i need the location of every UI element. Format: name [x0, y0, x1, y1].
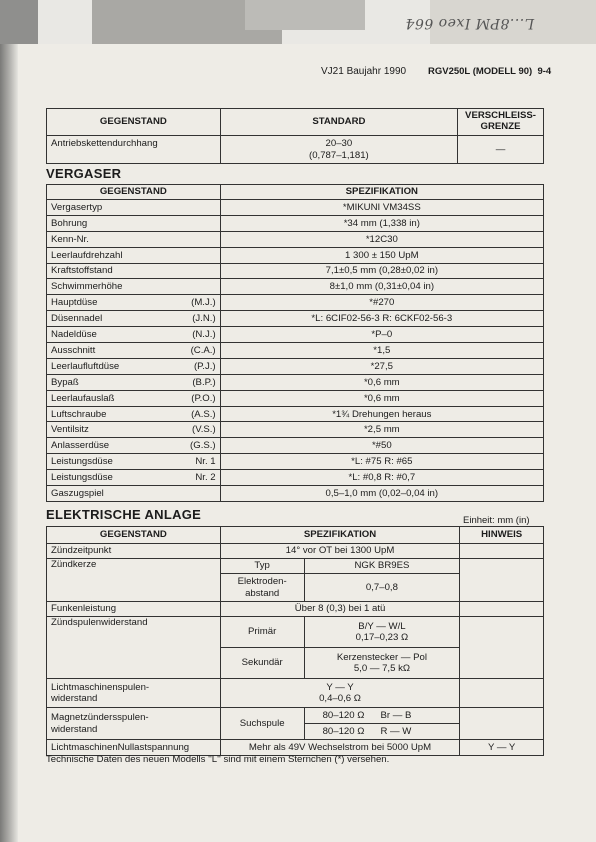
- page-header: [428, 66, 551, 77]
- table-row: [47, 390, 544, 406]
- row-spec: *34 mm (1,338 in): [220, 215, 543, 231]
- table-row: [47, 544, 544, 559]
- row-spec: *0,6 mm: [220, 374, 543, 390]
- table-row: [47, 358, 544, 374]
- row-item: Gaszugspiel: [47, 486, 221, 502]
- row-item: Luftschraube (A.S.): [47, 406, 221, 422]
- page-number: 9-4: [537, 66, 552, 77]
- table-row: [47, 311, 544, 327]
- model-year-note: VJ21 Baujahr 1990: [321, 66, 407, 77]
- row-item: Antriebskettendurchhang: [47, 136, 221, 164]
- row-spec: Mehr als 49V Wechselstrom bei 5000 UpM: [220, 740, 460, 756]
- section-title-vergaser: VERGASER: [46, 166, 122, 181]
- row-sublabel: Elektroden- abstand: [220, 574, 304, 602]
- row-abbreviation: (A.S.): [191, 408, 216, 420]
- table-row: [47, 559, 544, 574]
- row-spec: Y — Y 0,4–0,6 Ω: [220, 679, 460, 708]
- row-item: Leerlaufauslaß (P.O.): [47, 390, 221, 406]
- row-spec: Kerzenstecker — Pol 5,0 — 7,5 kΩ: [304, 648, 460, 679]
- row-item: Kraftstoffstand: [47, 263, 221, 279]
- row-spec: 8±1,0 mm (0,31±0,04 in): [220, 279, 543, 295]
- row-abbreviation: (B.P.): [192, 376, 216, 388]
- row-spec: *1,5: [220, 343, 543, 359]
- row-sublabel: Typ: [220, 559, 304, 574]
- table-row: [47, 602, 544, 617]
- row-item: Kenn-Nr.: [47, 231, 221, 247]
- table-row: [47, 136, 544, 164]
- row-spec: Über 8 (0,3) bei 1 atü: [220, 602, 460, 617]
- row-spec: 1 300 ± 150 UpM: [220, 247, 543, 263]
- row-note: [460, 617, 544, 679]
- row-spec: *MIKUNI VM34SS: [220, 200, 543, 216]
- row-sublabel: Sekundär: [220, 648, 304, 679]
- row-item: Ausschnitt (C.A.): [47, 343, 221, 359]
- row-sublabel: Suchspule: [220, 708, 304, 740]
- row-item: Nadeldüse (N.J.): [47, 327, 221, 343]
- section-title-elektrik: ELEKTRISCHE ANLAGE: [46, 507, 202, 522]
- binding-shadow: [0, 44, 18, 842]
- row-note: [460, 679, 544, 708]
- row-item: Leerlaufdrehzahl: [47, 247, 221, 263]
- table-row: [47, 617, 544, 648]
- row-abbreviation: (P.J.): [193, 360, 216, 372]
- row-spec: 80–120 Ω Br — B: [304, 708, 460, 724]
- row-item: Hauptdüse (M.J.): [47, 295, 221, 311]
- row-item: Leistungsdüse Nr. 2: [47, 470, 221, 486]
- row-item: Ventilsitz (V.S.): [47, 422, 221, 438]
- row-abbreviation: (N.J.): [192, 329, 216, 341]
- table-row: [47, 454, 544, 470]
- row-spec: *L: 6CIF02-56-3 R: 6CKF02-56-3: [220, 311, 543, 327]
- table-row: [47, 327, 544, 343]
- row-spec: *2,5 mm: [220, 422, 543, 438]
- row-item: Leerlaufluftdüse (P.J.): [47, 358, 221, 374]
- row-abbreviation: (J.N.): [192, 313, 216, 325]
- row-item: Zündzeitpunkt: [47, 544, 221, 559]
- col-header-spec: SPEZIFIKATION: [220, 185, 543, 200]
- table-row: [47, 470, 544, 486]
- row-item: Magnetzündersspulen- widerstand: [47, 708, 221, 740]
- row-spec: 0,7–0,8: [304, 574, 460, 602]
- handwritten-note: L...8PM Ixeo 664: [405, 15, 535, 31]
- row-spec: 7,1±0,5 mm (0,28±0,02 in): [220, 263, 543, 279]
- row-spec: *#270: [220, 295, 543, 311]
- row-abbreviation: (P.O.): [191, 392, 216, 404]
- col-header-limit: VERSCHLEISS-GRENZE: [458, 109, 544, 136]
- drive-chain-table: [46, 108, 544, 164]
- row-abbreviation: (C.A.): [190, 344, 216, 356]
- row-spec: *L: #75 R: #65: [220, 454, 543, 470]
- col-header-item: GEGENSTAND: [47, 109, 221, 136]
- table-row: [47, 679, 544, 708]
- row-note: [460, 544, 544, 559]
- unit-note: Einheit: mm (in): [463, 515, 530, 526]
- row-item: Leistungsdüse Nr. 1: [47, 454, 221, 470]
- table-row: [47, 708, 544, 724]
- table-row: [47, 247, 544, 263]
- row-spec: 14° vor OT bei 1300 UpM: [220, 544, 460, 559]
- table-row: [47, 422, 544, 438]
- row-spec: *#50: [220, 438, 543, 454]
- footnote: Technische Daten des neuen Modells ''L'' sind mit einem Sternchen (*) versehen.: [46, 754, 390, 765]
- table-row: [47, 231, 544, 247]
- row-spec: *1¾ Drehungen heraus: [220, 406, 543, 422]
- scan-shadow-2: [245, 0, 365, 30]
- row-spec: 0,5–1,0 mm (0,02–0,04 in): [220, 486, 543, 502]
- scan-dark-corner: [0, 0, 38, 44]
- row-item: Bypaß (B.P.): [47, 374, 221, 390]
- table-row: [47, 406, 544, 422]
- row-item: Schwimmerhöhe: [47, 279, 221, 295]
- row-spec: B/Y — W/L 0,17–0,23 Ω: [304, 617, 460, 648]
- table-row: [47, 279, 544, 295]
- row-spec: *L: #0,8 R: #0,7: [220, 470, 543, 486]
- row-spec: *0,6 mm: [220, 390, 543, 406]
- row-abbreviation: Nr. 2: [195, 472, 216, 484]
- row-abbreviation: Nr. 1: [195, 456, 216, 468]
- row-item: Düsennadel (J.N.): [47, 311, 221, 327]
- row-abbreviation: (M.J.): [191, 297, 216, 309]
- row-item: Zündkerze: [47, 559, 221, 602]
- carburetor-table: [46, 184, 544, 502]
- row-sublabel: Primär: [220, 617, 304, 648]
- table-row: [47, 343, 544, 359]
- row-abbreviation: (V.S.): [192, 424, 216, 436]
- row-spec: *P–0: [220, 327, 543, 343]
- row-note: [460, 708, 544, 740]
- row-spec: 80–120 Ω R — W: [304, 724, 460, 740]
- row-item: Funkenleistung: [47, 602, 221, 617]
- row-abbreviation: (G.S.): [190, 440, 216, 452]
- row-item: Vergasertyp: [47, 200, 221, 216]
- row-limit: —: [458, 136, 544, 164]
- row-item: Anlasserdüse (G.S.): [47, 438, 221, 454]
- model-title: RGV250L (MODELL 90): [428, 66, 533, 77]
- row-spec: *12C30: [220, 231, 543, 247]
- col-header-item: GEGENSTAND: [47, 185, 221, 200]
- row-spec: NGK BR9ES: [304, 559, 460, 574]
- electrical-table: [46, 526, 544, 756]
- table-row: [47, 486, 544, 502]
- row-note: [460, 559, 544, 602]
- row-note: Y — Y: [460, 740, 544, 756]
- table-row: [47, 374, 544, 390]
- row-item: LichtmaschinenNullastspannung: [47, 740, 221, 756]
- col-header-note: HINWEIS: [460, 527, 544, 544]
- row-spec: *27,5: [220, 358, 543, 374]
- col-header-spec: SPEZIFIKATION: [220, 527, 460, 544]
- table-row: [47, 438, 544, 454]
- row-note: [460, 602, 544, 617]
- row-item: Zündspulenwiderstand: [47, 617, 221, 679]
- row-item: Bohrung: [47, 215, 221, 231]
- col-header-standard: STANDARD: [220, 109, 457, 136]
- row-standard: 20–30 (0,787–1,181): [220, 136, 457, 164]
- col-header-item: GEGENSTAND: [47, 527, 221, 544]
- table-row: [47, 263, 544, 279]
- table-row: [47, 215, 544, 231]
- table-row: [47, 200, 544, 216]
- table-row: [47, 295, 544, 311]
- row-item: Lichtmaschinenspulen- widerstand: [47, 679, 221, 708]
